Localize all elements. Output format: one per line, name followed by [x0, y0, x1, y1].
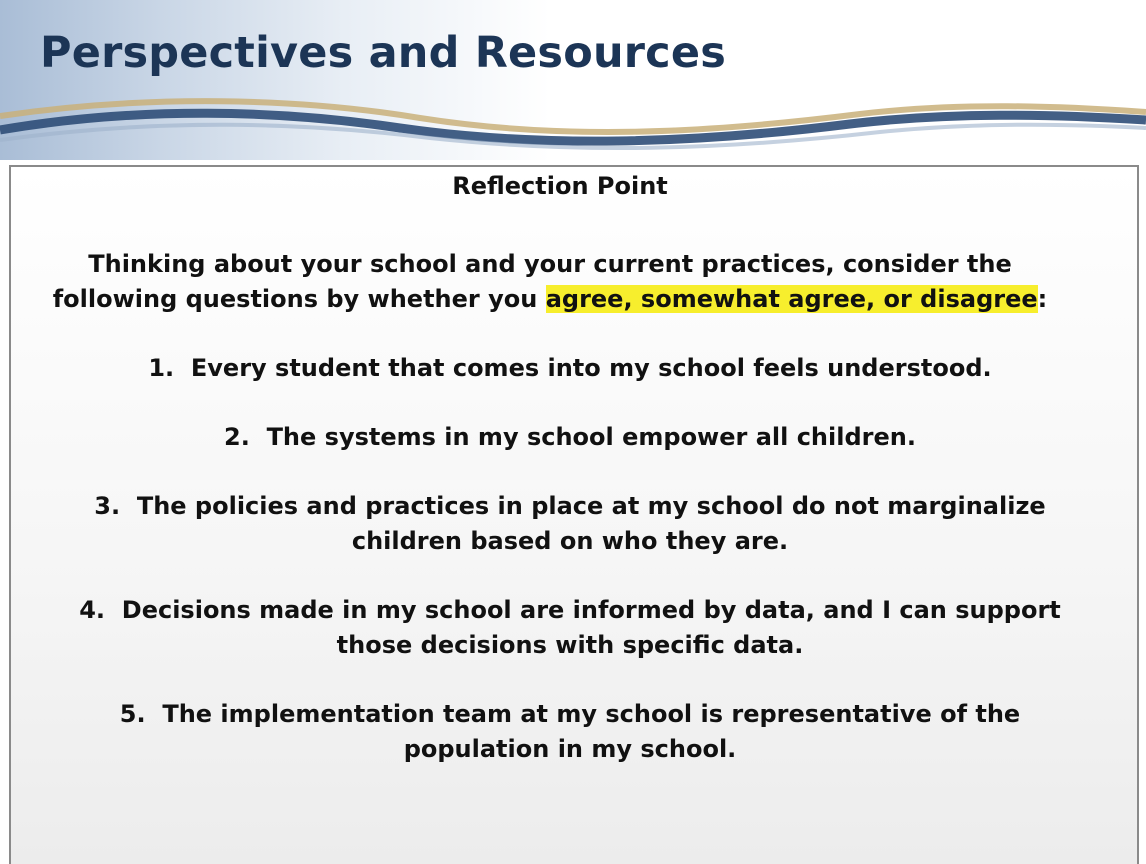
highlighted-options: agree, somewhat agree, or disagree	[545, 285, 1038, 313]
question-text: Decisions made in my school are informed by data, and I can support	[121, 596, 1061, 624]
question-item	[0, 697, 1140, 767]
question-line	[0, 420, 1140, 455]
intro-line-2-prefix: following questions by whether you	[52, 285, 546, 313]
question-text-continued: those decisions with specific data.	[336, 631, 804, 659]
question-item	[0, 420, 1140, 455]
question-number: 1.	[148, 354, 175, 382]
question-item	[0, 351, 1140, 386]
question-line	[0, 593, 1140, 628]
question-line	[0, 351, 1140, 386]
question-number: 5.	[119, 700, 146, 728]
reflection-heading: Reflection Point	[452, 172, 668, 200]
question-item	[0, 593, 1140, 663]
question-line	[0, 697, 1140, 732]
question-item	[0, 489, 1140, 559]
question-text-continued: population in my school.	[403, 735, 737, 763]
question-text-continued: children based on who they are.	[351, 527, 789, 555]
question-text: The policies and practices in place at my school do not marginalize	[136, 492, 1046, 520]
question-number: 2.	[224, 423, 250, 451]
question-number: 3.	[94, 492, 121, 520]
question-line	[0, 489, 1140, 524]
intro-text	[0, 247, 1100, 317]
decorative-swoosh	[0, 88, 1146, 168]
question-text: The systems in my school empower all children.	[266, 423, 916, 451]
question-text: The implementation team at my school is representative of the	[162, 700, 1021, 728]
intro-line-2	[0, 282, 1100, 317]
intro-line-1: Thinking about your school and your current practices, consider the	[88, 250, 1012, 278]
question-text: Every student that comes into my school feels understood.	[190, 354, 992, 382]
question-number: 4.	[79, 596, 106, 624]
slide-title: Perspectives and Resources	[40, 28, 727, 78]
intro-line-2-suffix: :	[1037, 285, 1048, 313]
